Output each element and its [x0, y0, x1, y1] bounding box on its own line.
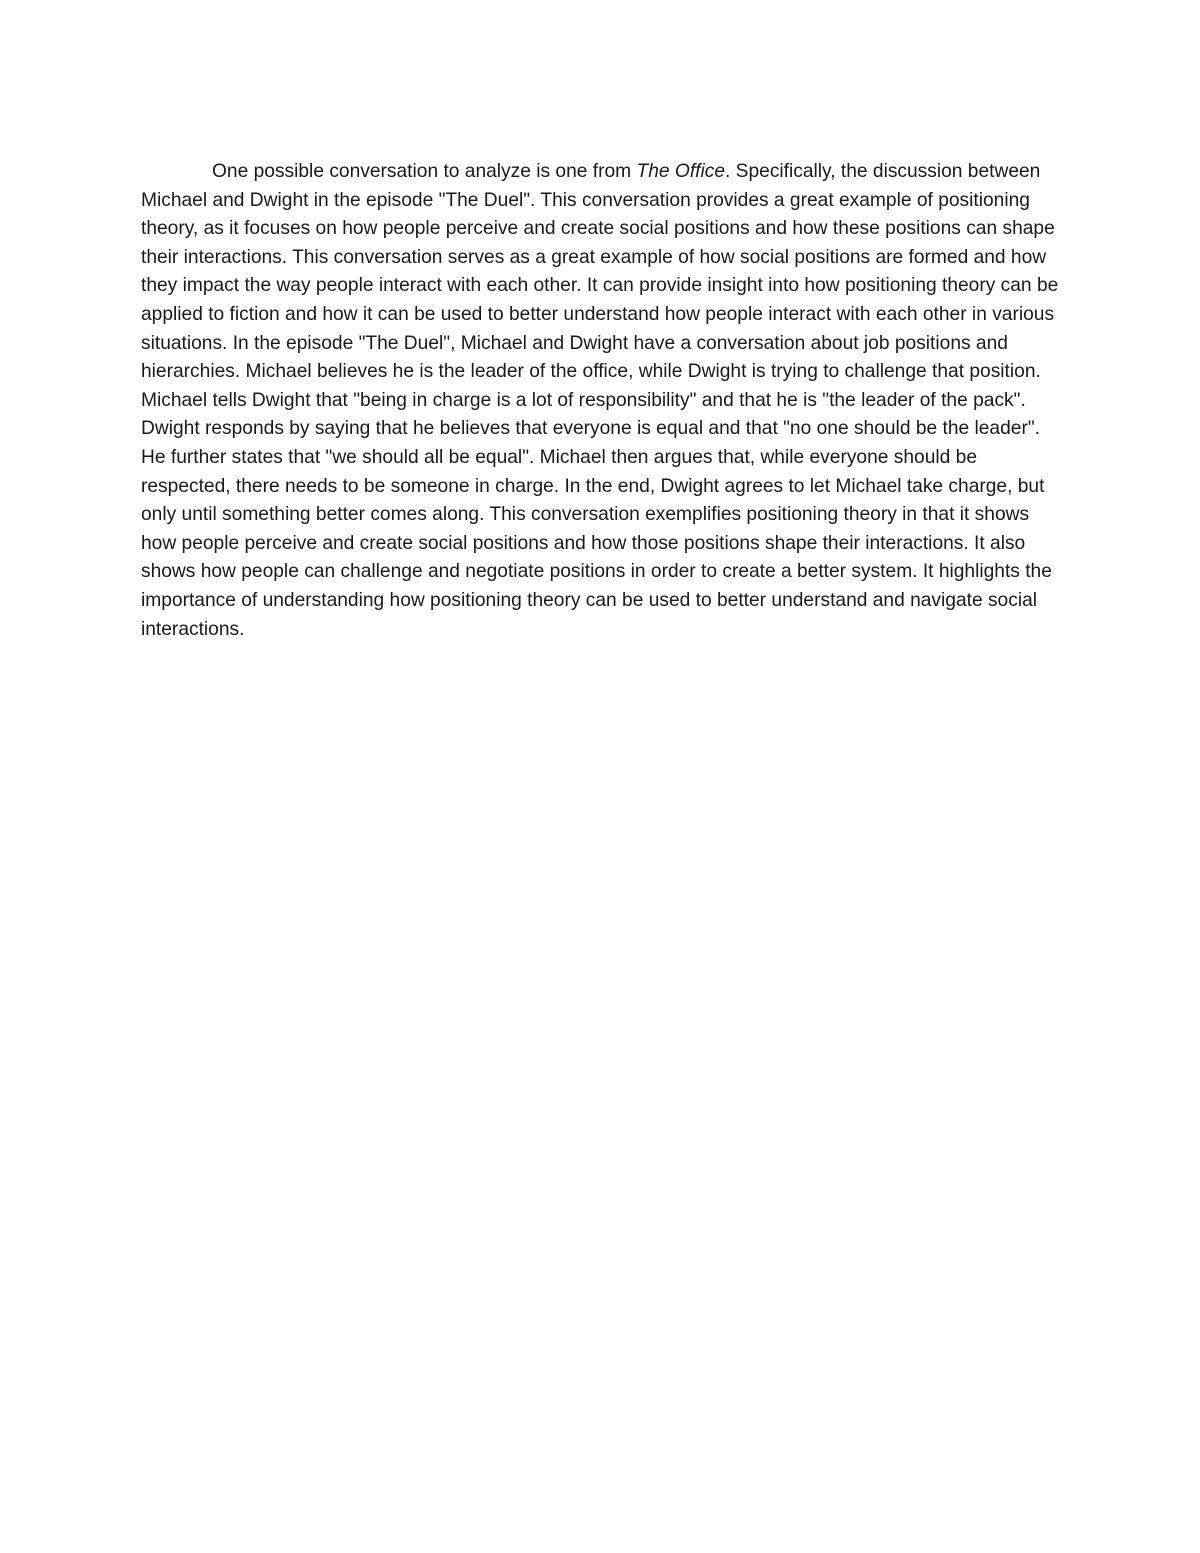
paragraph-intro-text: One possible conversation to analyze is one from: [212, 161, 637, 182]
show-title-italic: The Office: [636, 161, 726, 182]
body-paragraph: [141, 158, 1061, 644]
paragraph-body-text: . Specifically, the discussion between Michael and Dwight in the episode "The Duel". This conversation provides a great example of positioning theory, as it focuses on how people perceive and create social positions and how these positions can shape their interactions. This conversation serves as a great example of how social positions are formed and how they impact the way people interact with each other. It can provide insight into how positioning theory can be applied to fiction and how it can be used to better understand how people interact with each other in various situations. In the episode "The Duel", Michael and Dwight have a conversation about job positions and hierarchies. Michael believes he is the leader of the office, while Dwight is trying to challenge that position. Michael tells Dwight that "being in charge is a lot of responsibility" and that he is "the leader of the pack". Dwight responds by saying that he believes that everyone is equal and that "no one should be the leader". He further states that "we should all be equal". Michael then argues that, while everyone should be respected, there needs to be someone in charge. In the end, Dwight agrees to let Michael take charge, but only until something better comes along. This conversation exemplifies positioning theory in that it shows how people perceive and create social positions and how those positions shape their interactions. It also shows how people can challenge and negotiate positions in order to create a better system. It highlights the importance of understanding how positioning theory can be used to better understand and navigate social interactions.: [141, 161, 1059, 640]
